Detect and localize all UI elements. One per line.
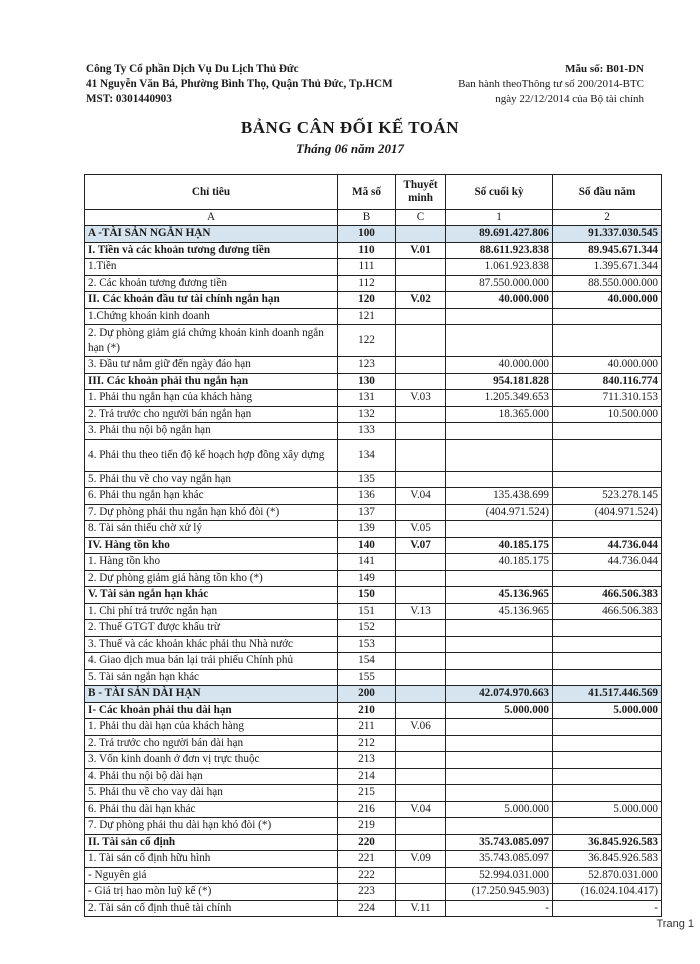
- row-code: 137: [338, 504, 396, 521]
- row-code: 120: [338, 292, 396, 309]
- row-code: 220: [338, 834, 396, 851]
- col-letter: 2: [553, 210, 662, 226]
- row-label: 3. Thuế và các khoản khác phải thu Nhà nước: [85, 636, 338, 653]
- row-code: 154: [338, 653, 396, 670]
- row-end-value: 35.743.085.097: [446, 851, 553, 868]
- col-header-note: Thuyết minh: [396, 175, 446, 210]
- row-start-value: 5.000.000: [553, 801, 662, 818]
- row-note: [396, 259, 446, 276]
- row-note: [396, 735, 446, 752]
- row-start-value: [553, 735, 662, 752]
- row-label: 3. Phải thu nội bộ ngắn hạn: [85, 423, 338, 440]
- table-row: [85, 471, 662, 488]
- row-start-value: 10.500.000: [553, 406, 662, 423]
- document-header: [86, 62, 660, 110]
- row-end-value: [446, 521, 553, 538]
- row-label: 1. Hàng tồn kho: [85, 554, 338, 571]
- row-note: [396, 686, 446, 703]
- company-tax-code: MST: 0301440903: [86, 93, 172, 105]
- row-code: 130: [338, 373, 396, 390]
- table-row: [85, 801, 662, 818]
- row-label: V. Tài sản ngắn hạn khác: [85, 587, 338, 604]
- row-end-value: 40.185.175: [446, 554, 553, 571]
- row-end-value: [446, 669, 553, 686]
- row-code: 155: [338, 669, 396, 686]
- row-end-value: 35.743.085.097: [446, 834, 553, 851]
- row-note: V.03: [396, 390, 446, 407]
- table-row: [85, 834, 662, 851]
- row-code: 131: [338, 390, 396, 407]
- row-end-value: [446, 570, 553, 587]
- row-note: [396, 554, 446, 571]
- row-code: 219: [338, 818, 396, 835]
- row-start-value: [553, 471, 662, 488]
- row-label: 6. Phải thu dài hạn khác: [85, 801, 338, 818]
- row-code: 216: [338, 801, 396, 818]
- row-note: V.05: [396, 521, 446, 538]
- table-row: [85, 554, 662, 571]
- row-code: 133: [338, 423, 396, 440]
- table-row: [85, 325, 662, 357]
- row-note: V.02: [396, 292, 446, 309]
- row-end-value: 5.000.000: [446, 801, 553, 818]
- table-row: [85, 570, 662, 587]
- row-label: 4. Phải thu nội bộ dài hạn: [85, 768, 338, 785]
- row-note: [396, 587, 446, 604]
- table-row: [85, 275, 662, 292]
- row-code: 100: [338, 226, 396, 243]
- row-note: V.07: [396, 537, 446, 554]
- page-subtitle: Tháng 06 năm 2017: [296, 141, 404, 156]
- row-start-value: [553, 325, 662, 357]
- row-start-value: [553, 521, 662, 538]
- row-start-value: 466.506.383: [553, 587, 662, 604]
- company-address: 41 Nguyễn Văn Bá, Phường Bình Thọ, Quận Thủ Đức, Tp.HCM: [86, 78, 393, 90]
- row-start-value: [553, 752, 662, 769]
- row-code: 122: [338, 325, 396, 357]
- row-note: [396, 884, 446, 901]
- row-label: 3. Vốn kinh doanh ở đơn vị trực thuộc: [85, 752, 338, 769]
- row-code: 121: [338, 308, 396, 325]
- row-start-value: 40.000.000: [553, 357, 662, 374]
- table-row: [85, 818, 662, 835]
- row-code: 123: [338, 357, 396, 374]
- row-label: B - TÀI SẢN DÀI HẠN: [85, 686, 338, 703]
- row-label: II. Các khoản đầu tư tài chính ngắn hạn: [85, 292, 338, 309]
- row-start-value: [553, 818, 662, 835]
- row-note: [396, 653, 446, 670]
- table-row: [85, 259, 662, 276]
- table-row: [85, 537, 662, 554]
- row-note: [396, 439, 446, 471]
- company-info: [86, 62, 393, 107]
- row-start-value: 36.845.926.583: [553, 851, 662, 868]
- row-code: 112: [338, 275, 396, 292]
- row-start-value: 5.000.000: [553, 702, 662, 719]
- row-code: 215: [338, 785, 396, 802]
- row-code: 111: [338, 259, 396, 276]
- form-info: [458, 62, 644, 107]
- row-end-value: 89.691.427.806: [446, 226, 553, 243]
- row-note: [396, 570, 446, 587]
- row-start-value: 36.845.926.583: [553, 834, 662, 851]
- row-label: IV. Hàng tồn kho: [85, 537, 338, 554]
- row-start-value: [553, 620, 662, 637]
- table-row: [85, 373, 662, 390]
- row-label: 1.Chứng khoán kinh doanh: [85, 308, 338, 325]
- row-code: 140: [338, 537, 396, 554]
- col-letter: B: [338, 210, 396, 226]
- row-end-value: 40.185.175: [446, 537, 553, 554]
- table-row: [85, 735, 662, 752]
- table-row: [85, 521, 662, 538]
- row-label: III. Các khoản phải thu ngắn hạn: [85, 373, 338, 390]
- table-row: [85, 620, 662, 637]
- row-end-value: 40.000.000: [446, 357, 553, 374]
- row-label: - Giá trị hao mòn luỹ kế (*): [85, 884, 338, 901]
- row-end-value: 1.205.349.653: [446, 390, 553, 407]
- row-label: 5. Phải thu về cho vay ngắn hạn: [85, 471, 338, 488]
- table-row: [85, 884, 662, 901]
- row-code: 110: [338, 242, 396, 259]
- row-end-value: 135.438.699: [446, 488, 553, 505]
- row-label: 2. Thuế GTGT được khấu trừ: [85, 620, 338, 637]
- row-note: [396, 818, 446, 835]
- row-note: [396, 406, 446, 423]
- row-note: [396, 702, 446, 719]
- row-note: [396, 504, 446, 521]
- row-code: 149: [338, 570, 396, 587]
- balance-sheet-table: [84, 174, 662, 917]
- row-start-value: 41.517.446.569: [553, 686, 662, 703]
- row-note: [396, 471, 446, 488]
- row-start-value: 44.736.044: [553, 537, 662, 554]
- row-end-value: [446, 325, 553, 357]
- col-header-code: Mã số: [338, 175, 396, 210]
- table-row: [85, 768, 662, 785]
- table-row: [85, 851, 662, 868]
- row-end-value: 40.000.000: [446, 292, 553, 309]
- row-note: V.01: [396, 242, 446, 259]
- table-body: [85, 226, 662, 917]
- row-end-value: (404.971.524): [446, 504, 553, 521]
- row-start-value: 91.337.030.545: [553, 226, 662, 243]
- col-letter: 1: [446, 210, 553, 226]
- row-start-value: [553, 636, 662, 653]
- col-header-end: Số cuối kỳ: [446, 175, 553, 210]
- row-note: [396, 357, 446, 374]
- table-row: [85, 226, 662, 243]
- row-label: 1. Chi phí trả trước ngắn hạn: [85, 603, 338, 620]
- row-code: 223: [338, 884, 396, 901]
- row-label: 1.Tiền: [85, 259, 338, 276]
- row-label: 1. Tài sản cố định hữu hình: [85, 851, 338, 868]
- row-end-value: 1.061.923.838: [446, 259, 553, 276]
- row-note: [396, 620, 446, 637]
- table-row: [85, 719, 662, 736]
- row-label: 1. Phải thu dài hạn của khách hàng: [85, 719, 338, 736]
- col-header-start: Số đầu năm: [553, 175, 662, 210]
- table-row: [85, 308, 662, 325]
- table-row: [85, 702, 662, 719]
- table-row: [85, 603, 662, 620]
- table-row: [85, 867, 662, 884]
- table-row: [85, 488, 662, 505]
- row-end-value: 954.181.828: [446, 373, 553, 390]
- row-end-value: [446, 471, 553, 488]
- row-note: V.13: [396, 603, 446, 620]
- row-end-value: [446, 818, 553, 835]
- col-letter: C: [396, 210, 446, 226]
- row-code: 136: [338, 488, 396, 505]
- row-end-value: [446, 636, 553, 653]
- row-end-value: 88.611.923.838: [446, 242, 553, 259]
- row-note: [396, 867, 446, 884]
- row-code: 224: [338, 900, 396, 917]
- row-end-value: 5.000.000: [446, 702, 553, 719]
- row-end-value: [446, 785, 553, 802]
- table-row: [85, 439, 662, 471]
- table-row: [85, 242, 662, 259]
- row-note: [396, 423, 446, 440]
- row-code: 153: [338, 636, 396, 653]
- row-label: - Nguyên giá: [85, 867, 338, 884]
- row-end-value: 45.136.965: [446, 587, 553, 604]
- row-note: [396, 752, 446, 769]
- row-note: [396, 768, 446, 785]
- row-code: 139: [338, 521, 396, 538]
- row-label: 8. Tài sản thiếu chờ xử lý: [85, 521, 338, 538]
- row-note: [396, 636, 446, 653]
- row-start-value: [553, 423, 662, 440]
- row-end-value: [446, 719, 553, 736]
- row-code: 150: [338, 587, 396, 604]
- table-row: [85, 686, 662, 703]
- row-label: 7. Dự phòng phải thu dài hạn khó đòi (*): [85, 818, 338, 835]
- row-note: [396, 669, 446, 686]
- table-row: [85, 752, 662, 769]
- row-note: V.11: [396, 900, 446, 917]
- row-label: I- Các khoản phải thu dài hạn: [85, 702, 338, 719]
- row-start-value: 466.506.383: [553, 603, 662, 620]
- row-start-value: -: [553, 900, 662, 917]
- row-note: V.09: [396, 851, 446, 868]
- form-code: Mẫu số: B01-DN: [565, 63, 644, 75]
- row-code: 132: [338, 406, 396, 423]
- row-end-value: 87.550.000.000: [446, 275, 553, 292]
- row-end-value: [446, 653, 553, 670]
- table-row: [85, 390, 662, 407]
- row-note: V.04: [396, 488, 446, 505]
- row-label: I. Tiền và các khoản tương đương tiền: [85, 242, 338, 259]
- row-label: 2. Trả trước cho người bán dài hạn: [85, 735, 338, 752]
- table-row: [85, 587, 662, 604]
- row-label: 1. Phải thu ngắn hạn của khách hàng: [85, 390, 338, 407]
- company-name: Công Ty Cổ phần Dịch Vụ Du Lịch Thủ Đức: [86, 63, 299, 75]
- col-header-item: Chỉ tiêu: [85, 175, 338, 210]
- row-label: 2. Dự phòng giảm giá chứng khoán kinh doanh ngắn hạn (*): [85, 325, 338, 357]
- row-end-value: -: [446, 900, 553, 917]
- row-end-value: [446, 620, 553, 637]
- row-code: 213: [338, 752, 396, 769]
- row-code: 134: [338, 439, 396, 471]
- row-code: 221: [338, 851, 396, 868]
- row-code: 135: [338, 471, 396, 488]
- row-start-value: [553, 768, 662, 785]
- row-note: [396, 325, 446, 357]
- row-code: 222: [338, 867, 396, 884]
- row-code: 151: [338, 603, 396, 620]
- row-code: 210: [338, 702, 396, 719]
- row-start-value: 523.278.145: [553, 488, 662, 505]
- table-row: [85, 406, 662, 423]
- row-code: 214: [338, 768, 396, 785]
- row-start-value: [553, 308, 662, 325]
- row-label: 4. Giao dịch mua bán lại trái phiếu Chính phủ: [85, 653, 338, 670]
- table-row: [85, 653, 662, 670]
- row-note: [396, 834, 446, 851]
- row-note: V.06: [396, 719, 446, 736]
- row-note: [396, 308, 446, 325]
- column-letter-row: [85, 210, 662, 226]
- row-start-value: 840.116.774: [553, 373, 662, 390]
- row-label: 3. Đầu tư nắm giữ đến ngày đáo hạn: [85, 357, 338, 374]
- row-end-value: [446, 308, 553, 325]
- row-label: 2. Tài sản cố định thuê tài chính: [85, 900, 338, 917]
- row-label: 2. Trả trước cho người bán ngắn hạn: [85, 406, 338, 423]
- row-end-value: 45.136.965: [446, 603, 553, 620]
- table-header-row: [85, 175, 662, 210]
- row-label: 4. Phải thu theo tiến độ kế hoạch hợp đồng xây dựng: [85, 439, 338, 471]
- table-row: [85, 636, 662, 653]
- row-label: 5. Tài sản ngắn hạn khác: [85, 669, 338, 686]
- row-label: 2. Các khoản tương đương tiền: [85, 275, 338, 292]
- form-date: ngày 22/12/2014 của Bộ tài chính: [495, 93, 644, 105]
- row-label: 2. Dự phòng giảm giá hàng tồn kho (*): [85, 570, 338, 587]
- page-title: BẢNG CÂN ĐỐI KẾ TOÁN: [240, 118, 460, 137]
- row-end-value: 52.994.031.000: [446, 867, 553, 884]
- row-start-value: 711.310.153: [553, 390, 662, 407]
- row-end-value: 42.074.970.663: [446, 686, 553, 703]
- row-end-value: [446, 423, 553, 440]
- row-code: 200: [338, 686, 396, 703]
- table-row: [85, 292, 662, 309]
- row-end-value: [446, 439, 553, 471]
- form-issued: Ban hành theoThông tư số 200/2014-BTC: [458, 78, 644, 90]
- row-label: A -TÀI SẢN NGẮN HẠN: [85, 226, 338, 243]
- table-row: [85, 785, 662, 802]
- row-end-value: (17.250.945.903): [446, 884, 553, 901]
- table-row: [85, 669, 662, 686]
- table-row: [85, 357, 662, 374]
- row-code: 212: [338, 735, 396, 752]
- row-start-value: 89.945.671.344: [553, 242, 662, 259]
- row-start-value: 44.736.044: [553, 554, 662, 571]
- row-start-value: [553, 669, 662, 686]
- row-code: 152: [338, 620, 396, 637]
- row-start-value: (16.024.104.417): [553, 884, 662, 901]
- row-label: 6. Phải thu ngắn hạn khác: [85, 488, 338, 505]
- row-end-value: 18.365.000: [446, 406, 553, 423]
- row-label: 7. Dự phòng phải thu ngắn hạn khó đòi (*): [85, 504, 338, 521]
- row-code: 141: [338, 554, 396, 571]
- row-start-value: 1.395.671.344: [553, 259, 662, 276]
- row-start-value: [553, 439, 662, 471]
- row-note: [396, 275, 446, 292]
- row-end-value: [446, 735, 553, 752]
- table-row: [85, 423, 662, 440]
- row-label: 5. Phải thu về cho vay dài hạn: [85, 785, 338, 802]
- row-end-value: [446, 768, 553, 785]
- col-letter: A: [85, 210, 338, 226]
- row-start-value: (404.971.524): [553, 504, 662, 521]
- row-start-value: 40.000.000: [553, 292, 662, 309]
- row-start-value: [553, 719, 662, 736]
- row-end-value: [446, 752, 553, 769]
- row-note: V.04: [396, 801, 446, 818]
- table-row: [85, 504, 662, 521]
- page-number: Trang 1: [656, 918, 694, 930]
- row-note: [396, 373, 446, 390]
- row-note: [396, 785, 446, 802]
- row-start-value: [553, 570, 662, 587]
- row-label: II. Tài sản cố định: [85, 834, 338, 851]
- row-note: [396, 226, 446, 243]
- table-row: [85, 900, 662, 917]
- row-start-value: [553, 785, 662, 802]
- row-start-value: [553, 653, 662, 670]
- row-start-value: 88.550.000.000: [553, 275, 662, 292]
- row-start-value: 52.870.031.000: [553, 867, 662, 884]
- row-code: 211: [338, 719, 396, 736]
